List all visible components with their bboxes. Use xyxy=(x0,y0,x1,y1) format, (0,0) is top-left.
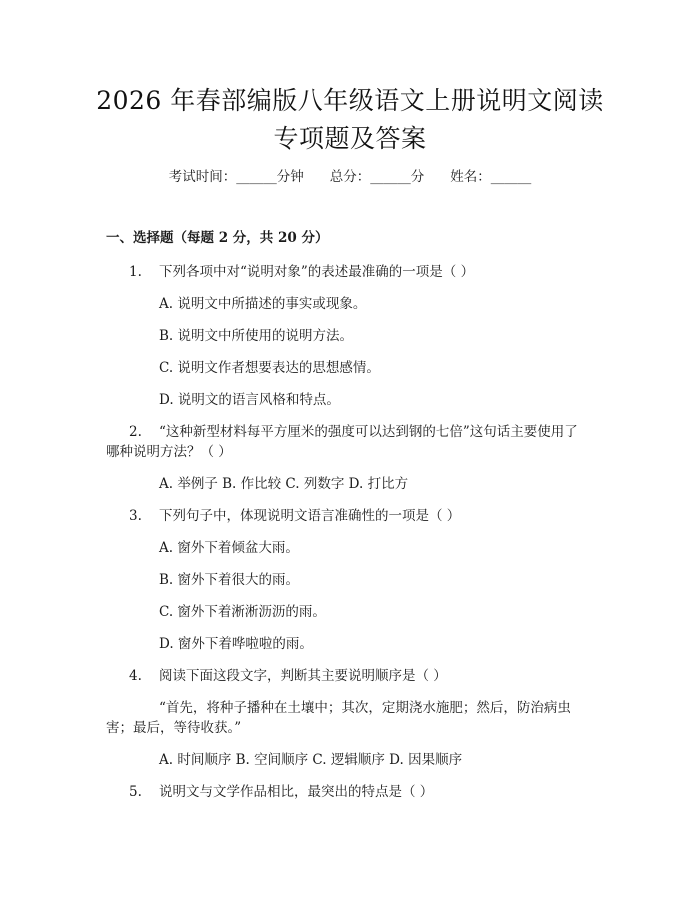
question-1 xyxy=(129,262,474,282)
question-text: 说明文与文学作品相比，最突出的特点是（ ） xyxy=(159,784,434,800)
question-3-option-d: D. 窗外下着哗啦啦的雨。 xyxy=(159,636,313,652)
question-number: 2. xyxy=(129,424,142,440)
question-number: 3. xyxy=(129,508,142,524)
question-number: 4. xyxy=(129,668,142,684)
question-5 xyxy=(129,782,433,802)
student-name-field: 姓名：______ xyxy=(450,169,532,185)
question-4-passage-line-2: 害；最后，等待收获。” xyxy=(106,720,242,736)
question-text: 下列各项中对“说明对象”的表述最准确的一项是（ ） xyxy=(159,264,475,280)
document-title-line-2: 专项题及答案 xyxy=(273,124,427,153)
question-3-option-c: C. 窗外下着淅淅沥沥的雨。 xyxy=(159,604,326,620)
question-text: 下列句子中，体现说明文语言准确性的一项是（ ） xyxy=(159,508,461,524)
question-3-option-b: B. 窗外下着很大的雨。 xyxy=(159,572,300,588)
question-1-option-d: D. 说明文的语言风格和特点。 xyxy=(159,392,340,408)
section-heading-choice: 一、选择题（每题 2 分，共 20 分） xyxy=(106,230,329,246)
question-3-option-a: A. 窗外下着倾盆大雨。 xyxy=(159,540,299,556)
question-2-options: A. 举例子 B. 作比较 C. 列数字 D. 打比方 xyxy=(159,476,409,492)
question-4-options: A. 时间顺序 B. 空间顺序 C. 逻辑顺序 D. 因果顺序 xyxy=(159,752,463,768)
question-2 xyxy=(129,422,578,442)
document-title-line-1: 2026 年春部编版八年级语文上册说明文阅读 xyxy=(96,86,604,115)
total-score-field: 总分：______分 xyxy=(329,169,425,185)
question-4-passage-line-1: “首先，将种子播种在土壤中；其次，定期浇水施肥；然后，防治病虫 xyxy=(159,700,571,716)
exam-time-field: 考试时间：______分钟 xyxy=(168,169,304,185)
exam-meta xyxy=(0,167,700,187)
question-2-text-line-2: 哪种说明方法？（ ） xyxy=(106,444,232,460)
question-3 xyxy=(129,506,460,526)
question-1-option-b: B. 说明文中所使用的说明方法。 xyxy=(159,328,354,344)
question-1-option-c: C. 说明文作者想要表达的思想感情。 xyxy=(159,360,380,376)
question-text: 阅读下面这段文字，判断其主要说明顺序是（ ） xyxy=(159,668,447,684)
question-1-option-a: A. 说明文中所描述的事实或现象。 xyxy=(159,296,367,312)
question-4 xyxy=(129,666,447,686)
question-text-line-1: “这种新型材料每平方厘米的强度可以达到钢的七倍”这句话主要使用了 xyxy=(159,424,578,440)
question-number: 5. xyxy=(129,784,142,800)
question-number: 1. xyxy=(129,264,142,280)
